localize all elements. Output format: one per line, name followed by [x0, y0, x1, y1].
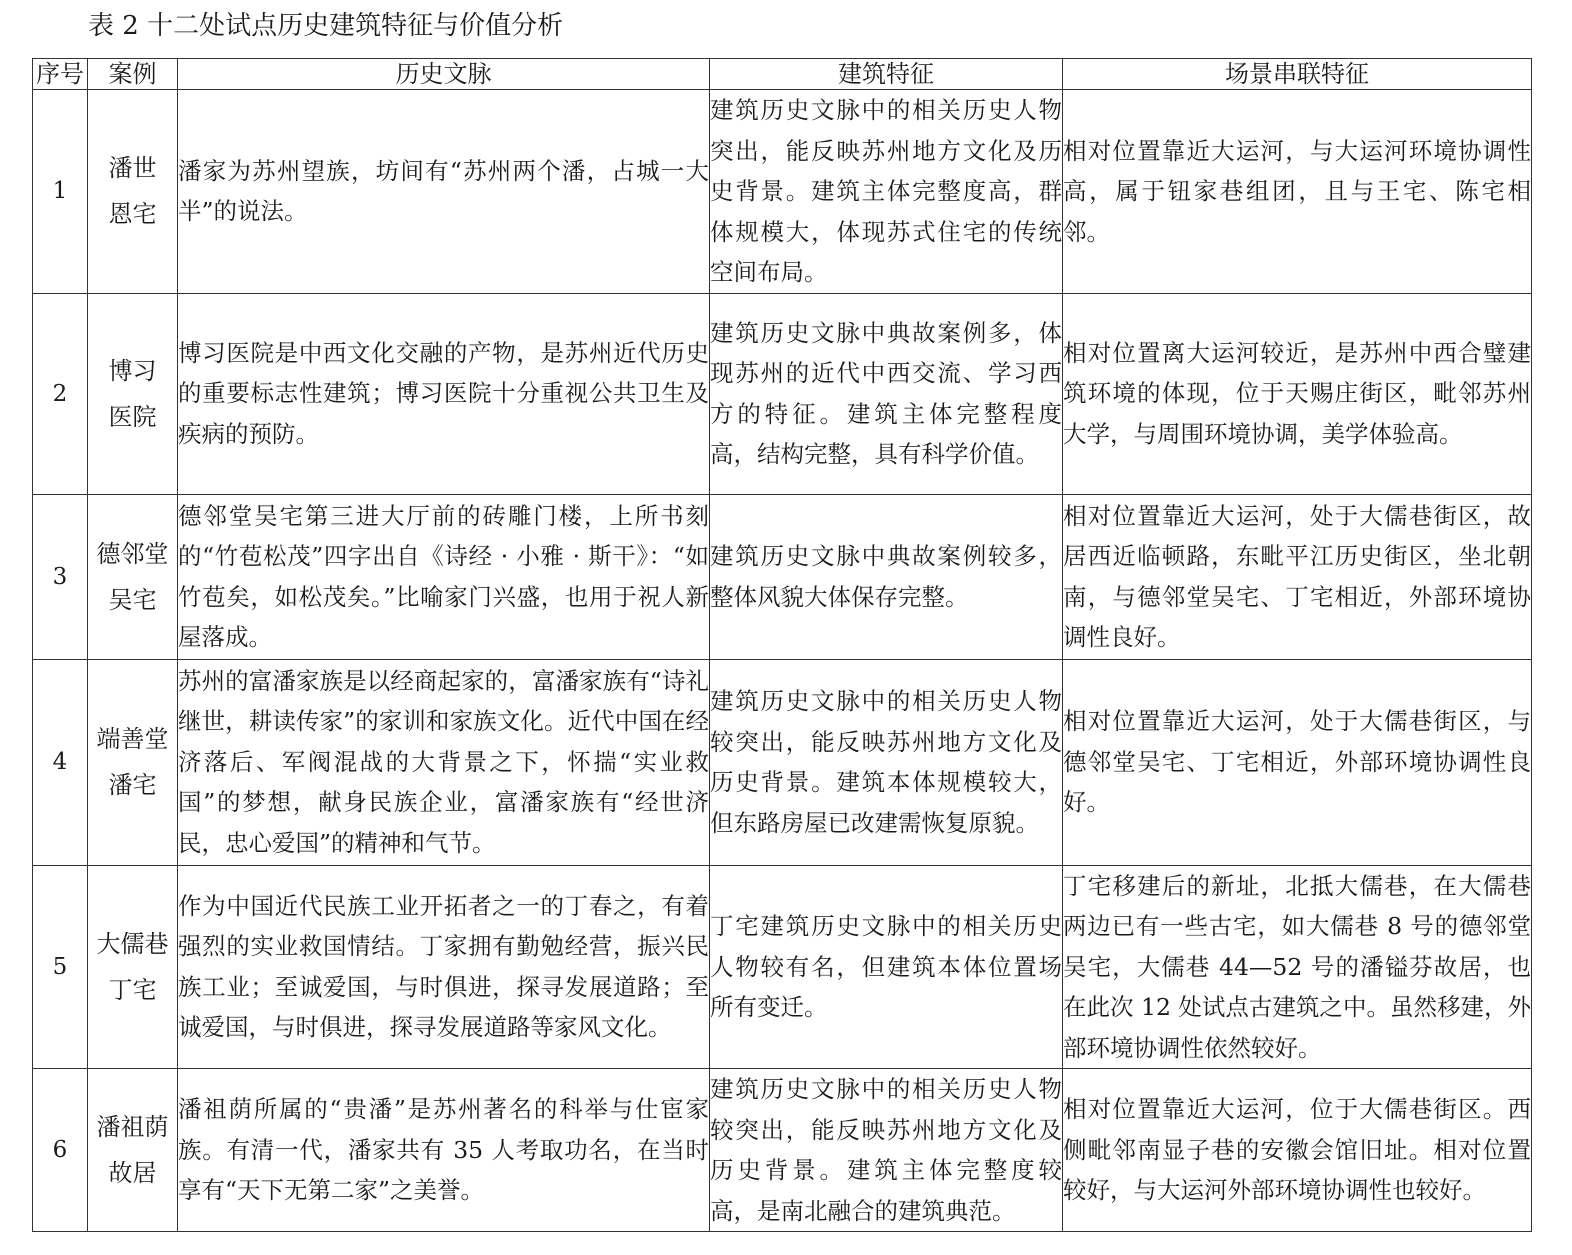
- header-num: 序号: [33, 59, 88, 90]
- case-name-line: 大儒巷: [96, 929, 169, 958]
- row-number: 6: [33, 1069, 88, 1232]
- table-row: [33, 659, 1532, 865]
- case-name-line: 博习: [108, 356, 157, 385]
- row-number: 2: [33, 293, 88, 494]
- case-name-line: 故居: [108, 1159, 157, 1187]
- scene-cell: 相对位置靠近大运河，处于大儒巷街区，故居西近临顿路，东毗平江历史街区，坐北朝南，与德邻堂吴宅、丁宅相近，外部环境协调性良好。: [1063, 494, 1532, 659]
- header-scene: 场景串联特征: [1063, 59, 1532, 90]
- architecture-cell: 建筑历史文脉中的相关历史人物较突出，能反映苏州地方文化及历史背景。建筑主体完整度较高，是南北融合的建筑典范。: [710, 1069, 1063, 1232]
- history-cell: 潘祖荫所属的“贵潘”是苏州著名的科举与仕宦家族。有清一代，潘家共有 35 人考取功名，在当时享有“天下无第二家”之美誉。: [178, 1069, 710, 1232]
- row-number: 3: [33, 494, 88, 659]
- header-architecture: 建筑特征: [710, 59, 1063, 90]
- scene-cell: 相对位置靠近大运河，与大运河环境协调性高，属于钮家巷组团，且与王宅、陈宅相邻。: [1063, 90, 1532, 294]
- architecture-cell: 建筑历史文脉中的相关历史人物突出，能反映苏州地方文化及历史背景。建筑主体完整度高，群体规模大，体现苏式住宅的传统空间布局。: [710, 90, 1063, 294]
- case-name: [88, 293, 178, 494]
- scene-cell: 相对位置离大运河较近，是苏州中西合璧建筑环境的体现，位于天赐庄街区，毗邻苏州大学，与周围环境协调，美学体验高。: [1063, 293, 1532, 494]
- case-name-line: 德邻堂: [96, 539, 169, 568]
- scene-cell: 相对位置靠近大运河，处于大儒巷街区，与德邻堂吴宅、丁宅相近，外部环境协调性良好。: [1063, 659, 1532, 865]
- case-name-line: 潘世: [108, 154, 157, 183]
- case-name-line: 医院: [108, 402, 157, 431]
- row-number: 1: [33, 90, 88, 294]
- scene-cell: 相对位置靠近大运河，位于大儒巷街区。西侧毗邻南显子巷的安徽会馆旧址。相对位置较好，与大运河外部环境协调性也较好。: [1063, 1069, 1532, 1232]
- case-name: [88, 659, 178, 865]
- table-row: [33, 293, 1532, 494]
- table-row: [33, 1069, 1532, 1232]
- history-cell: 苏州的富潘家族是以经商起家的，富潘家族有“诗礼继世，耕读传家”的家训和家族文化。近代中国在经济落后、军阀混战的大背景之下，怀揣“实业救国”的梦想，献身民族企业，富潘家族有“经世济民，忠心爱国”的精神和气节。: [178, 659, 710, 865]
- case-name-line: 潘宅: [108, 771, 157, 799]
- case-name-line: 潘祖荫: [96, 1113, 169, 1141]
- scene-cell: 丁宅移建后的新址，北抵大儒巷，在大儒巷两边已有一些古宅，如大儒巷 8 号的德邻堂吴宅，大儒巷 44—52 号的潘镒芬故居，也在此次 12 处试点古建筑之中。虽然移建，外部环境协调性依然较好。: [1063, 865, 1532, 1069]
- table-title: 表 2 十二处试点历史建筑特征与价值分析: [88, 11, 564, 41]
- architecture-cell: 建筑历史文脉中典故案例较多，整体风貌大体保存完整。: [710, 494, 1063, 659]
- case-name: [88, 865, 178, 1069]
- history-cell: 作为中国近代民族工业开拓者之一的丁春之，有着强烈的实业救国情结。丁家拥有勤勉经营，振兴民族工业；至诚爱国，与时俱进，探寻发展道路；至诚爱国，与时俱进，探寻发展道路等家风文化。: [178, 865, 710, 1069]
- history-cell: 德邻堂吴宅第三进大厅前的砖雕门楼，上所书刻的“竹苞松茂”四字出自《诗经 · 小雅 · 斯干》：“如竹苞矣，如松茂矣。”比喻家门兴盛，也用于祝人新屋落成。: [178, 494, 710, 659]
- history-cell: 博习医院是中西文化交融的产物，是苏州近代历史的重要标志性建筑；博习医院十分重视公共卫生及疾病的预防。: [178, 293, 710, 494]
- header-case: 案例: [88, 59, 178, 90]
- row-number: 5: [33, 865, 88, 1069]
- table-header-row: [33, 59, 1532, 90]
- case-name: [88, 1069, 178, 1232]
- table-row: [33, 494, 1532, 659]
- history-cell: 潘家为苏州望族，坊间有“苏州两个潘，占城一大半”的说法。: [178, 90, 710, 294]
- case-name: [88, 90, 178, 294]
- header-history: 历史文脉: [178, 59, 710, 90]
- case-name: [88, 494, 178, 659]
- table-row: [33, 90, 1532, 294]
- case-name-line: 丁宅: [108, 975, 157, 1004]
- table-row: [33, 865, 1532, 1069]
- architecture-cell: 建筑历史文脉中典故案例多，体现苏州的近代中西交流、学习西方的特征。建筑主体完整程度高，结构完整，具有科学价值。: [710, 293, 1063, 494]
- architecture-cell: 建筑历史文脉中的相关历史人物较突出，能反映苏州地方文化及历史背景。建筑本体规模较大，但东路房屋已改建需恢复原貌。: [710, 659, 1063, 865]
- case-name-line: 端善堂: [96, 725, 169, 753]
- case-name-line: 吴宅: [108, 585, 157, 614]
- analysis-table: [32, 58, 1532, 1232]
- row-number: 4: [33, 659, 88, 865]
- architecture-cell: 丁宅建筑历史文脉中的相关历史人物较有名，但建筑本体位置场所有变迁。: [710, 865, 1063, 1069]
- case-name-line: 恩宅: [108, 200, 157, 229]
